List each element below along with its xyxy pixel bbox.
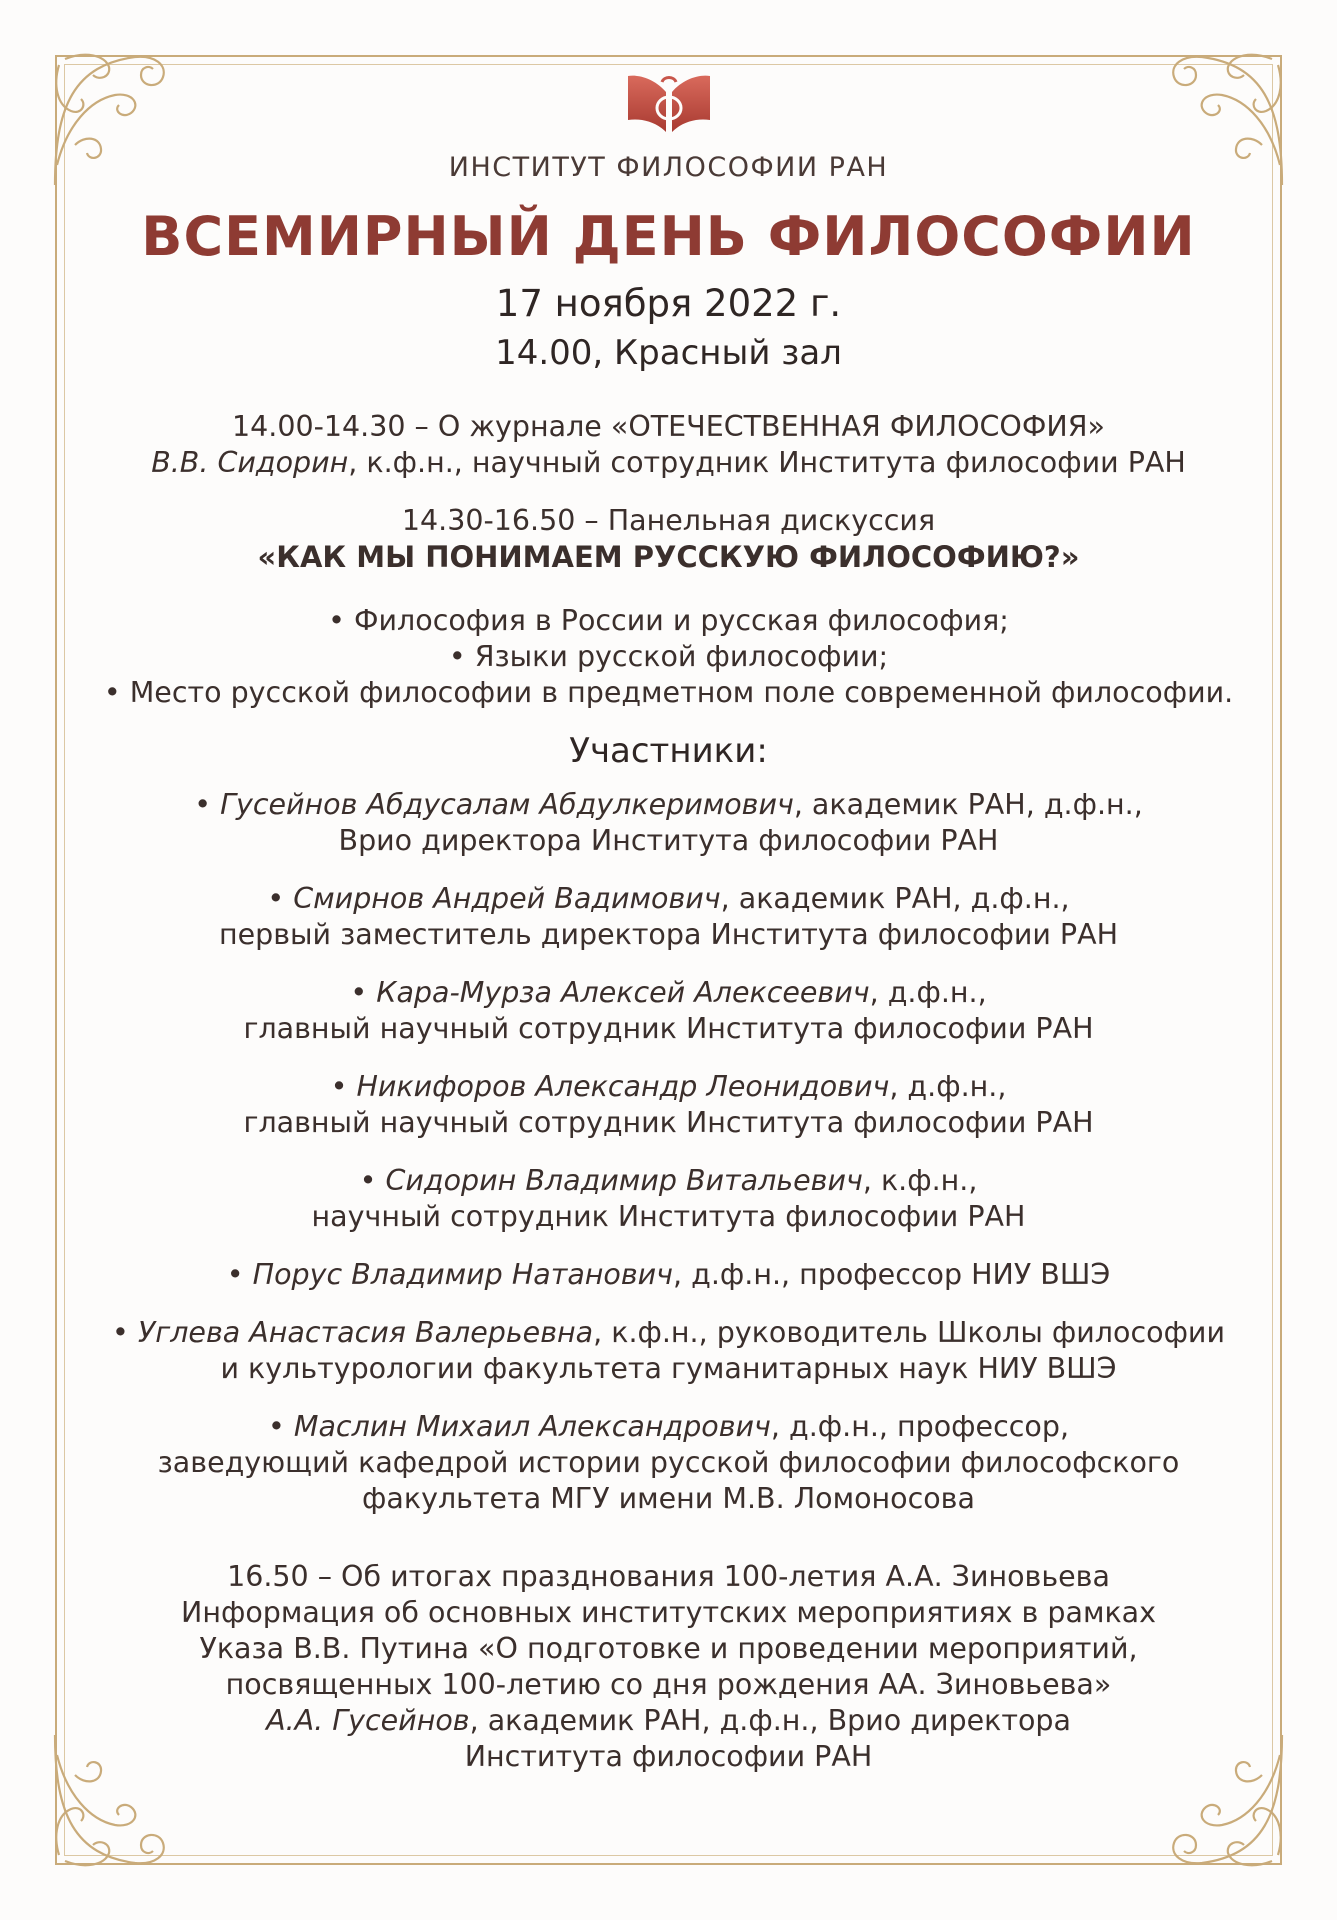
participant-credentials: , д.ф.н., (889, 1070, 1007, 1103)
participant-item (80, 1409, 1257, 1517)
participant-position: научный сотрудник Института философии РАН (311, 1200, 1026, 1233)
panel-title: «КАК МЫ ПОНИМАЕМ РУССКУЮ ФИЛОСОФИЮ?» (257, 540, 1080, 574)
participant-position: заведующий кафедрой истории русской философии философского (157, 1446, 1180, 1479)
participant-name: Гусейнов Абдусалам Абдулкеримович (220, 788, 794, 821)
participant-line: • Смирнов Андрей Вадимович, академик РАН, д.ф.н., (267, 882, 1070, 915)
participant-item (80, 881, 1257, 953)
event-date: 17 ноября 2022 г. (495, 282, 842, 325)
list-item: • Философия в России и русская философия; (328, 604, 1009, 637)
participant-position: и культурологии факультета гуманитарных наук НИУ ВШЭ (220, 1352, 1117, 1385)
participant-credentials: , д.ф.н., профессор НИУ ВШЭ (673, 1258, 1111, 1291)
participant-credentials: , д.ф.н., профессор, (770, 1410, 1069, 1443)
participant-item (80, 1315, 1257, 1387)
participant-position: главный научный сотрудник Института философии РАН (243, 1106, 1094, 1139)
closing-text: посвященных 100-летию со дня рождения АА. Зиновьева» (225, 1668, 1112, 1701)
participant-credentials: , к.ф.н., (862, 1164, 978, 1197)
participant-line: • Никифоров Александр Леонидович, д.ф.н., (330, 1070, 1007, 1103)
closing-text: Института философии РАН (464, 1740, 873, 1773)
closing-speaker-line (80, 1703, 1257, 1739)
speaker-role: , к.ф.н., научный сотрудник Института философии РАН (348, 446, 1186, 479)
speaker-name: А.А. Гусейнов (266, 1704, 470, 1737)
participant-name: Никифоров Александр Леонидович (356, 1070, 890, 1103)
list-item: • Место русской философии в предметном поле современной философии. (103, 676, 1234, 709)
speaker-role: , академик РАН, д.ф.н., Врио директора (469, 1704, 1071, 1737)
participant-line: • Кара-Мурза Алексей Алексеевич, д.ф.н., (350, 976, 987, 1009)
participant-name: Углева Анастасия Валерьевна (137, 1316, 594, 1349)
participant-name: Маслин Михаил Александрович (293, 1410, 771, 1443)
participant-name: Смирнов Андрей Вадимович (293, 882, 721, 915)
closing-text: Информация об основных институтских мероприятиях в рамках (181, 1596, 1156, 1629)
participant-line: • Углева Анастасия Валерьевна, к.ф.н., руководитель Школы философии (112, 1316, 1225, 1349)
participant-position: первый заместитель директора Института философии РАН (218, 918, 1119, 951)
participant-credentials: , академик РАН, д.ф.н., (720, 882, 1070, 915)
closing-heading: 16.50 – Об итогах празднования 100-летия А.А. Зиновьева (227, 1560, 1110, 1593)
participant-item (80, 1163, 1257, 1235)
participant-credentials: , д.ф.н., (869, 976, 987, 1009)
closing-text: Указа В.В. Путина «О подготовке и проведении мероприятий, (199, 1632, 1138, 1665)
participant-name: Порус Владимир Натанович (252, 1258, 674, 1291)
list-item: • Языки русской философии; (448, 640, 889, 673)
speaker-name: В.В. Сидорин (151, 446, 349, 479)
participant-line: • Гусейнов Абдусалам Абдулкеримович, академик РАН, д.ф.н., (194, 788, 1143, 821)
participant-name: Сидорин Владимир Витальевич (385, 1164, 863, 1197)
program-item-heading: 14.30-16.50 – Панельная дискуссия (401, 504, 936, 537)
participant-position: главный научный сотрудник Института философии РАН (243, 1012, 1094, 1045)
participants-list (80, 787, 1257, 1517)
participant-credentials: , академик РАН, д.ф.н., (793, 788, 1143, 821)
program-item-closing (80, 1559, 1257, 1775)
poster-content (80, 60, 1257, 1775)
participant-line: • Сидорин Владимир Витальевич, к.ф.н., (359, 1164, 978, 1197)
participants-heading: Участники: (569, 731, 768, 771)
topics-list (80, 603, 1257, 711)
page-title: ВСЕМИРНЫЙ ДЕНЬ ФИЛОСОФИИ (141, 205, 1196, 268)
participant-name: Кара-Мурза Алексей Алексеевич (376, 976, 870, 1009)
participant-line: • Маслин Михаил Александрович, д.ф.н., профессор, (268, 1410, 1069, 1443)
participant-credentials: , к.ф.н., руководитель Школы философии (593, 1316, 1225, 1349)
program-item-journal (80, 409, 1257, 481)
program-item-heading: 14.00-14.30 – О журнале «ОТЕЧЕСТВЕННАЯ ФИЛОСОФИЯ» (232, 410, 1105, 443)
participant-item (80, 787, 1257, 859)
participant-item (80, 975, 1257, 1047)
institute-name: ИНСТИТУТ ФИЛОСОФИИ РАН (448, 152, 889, 183)
event-time-place: 14.00, Красный зал (495, 333, 842, 373)
participant-position: факультета МГУ имени М.В. Ломоносова (362, 1482, 975, 1515)
program-item-speaker-line (80, 445, 1257, 481)
program-item-panel (80, 503, 1257, 575)
participant-item (80, 1069, 1257, 1141)
participant-item (80, 1257, 1257, 1293)
participant-line: • Порус Владимир Натанович, д.ф.н., профессор НИУ ВШЭ (226, 1258, 1111, 1291)
participant-position: Врио директора Института философии РАН (338, 824, 999, 857)
institute-logo-icon (626, 72, 712, 134)
